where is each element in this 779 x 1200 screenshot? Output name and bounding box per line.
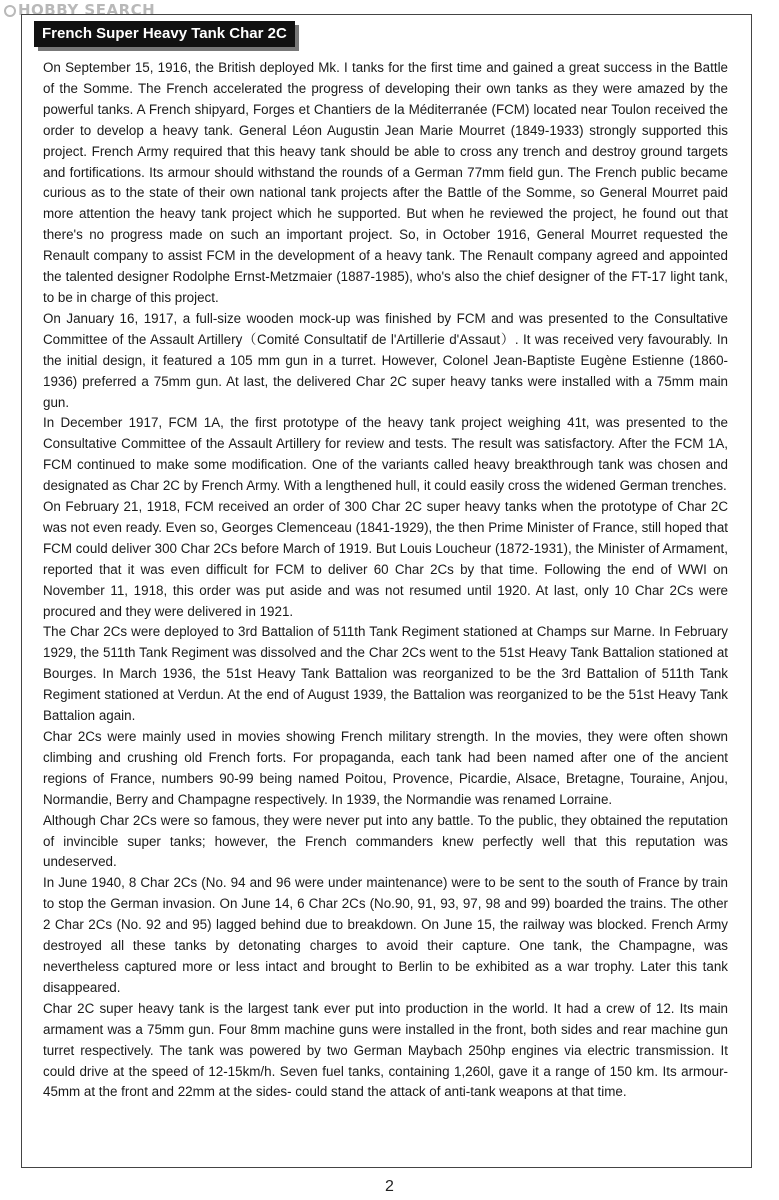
- watermark-logo-icon: [4, 5, 16, 17]
- paragraph: In December 1917, FCM 1A, the first prototype of the heavy tank project weighing 41t, was presented to the Consultative Committee of the Assault Artillery for review and tests. The result was satisfactory. After the FCM 1A, FCM continued to make some modification. One of the variants called heavy breakthrough tank was chosen and designated as Char 2C by French Army. With a lengthened hull, it could easily cross the widened German trenches.: [43, 415, 728, 494]
- paragraph: Char 2C super heavy tank is the largest tank ever put into production in the world. It had a crew of 12. Its main armament was a 75mm gun. Four 8mm machine guns were installed in the front, both sides and rear machine gun turret respectively. The tank was powered by two German Maybach 250hp engines via electric transmission. It could drive at the speed of 12-15km/h. Seven fuel tanks, containing 1,260l, gave it a range of 150 km. Its armour- 45mm at the front and 22mm at the sides- could stand the attack of anti-tank weapons at that time.: [43, 1000, 728, 1100]
- paragraph: On February 21, 1918, FCM received an order of 300 Char 2C super heavy tanks when the prototype of Char 2C was not even ready. Even so, Georges Clemenceau (1841-1929), the then Prime Minister of France, still hoped that FCM could deliver 300 Char 2Cs before March of 1919. But Louis Loucheur (1872-1931), the Minister of Armament, reported that it was even difficult for FCM to deliver 60 Char 2Cs by that time. Following the end of WWI on November 11, 1918, this order was put aside and was not resumed until 1920. At last, only 10 Char 2Cs were procured and they were delivered in 1921.: [43, 499, 728, 619]
- watermark-text: HOBBY SEARCH: [18, 1, 156, 19]
- page-number: 2: [385, 1178, 394, 1195]
- paragraph: In June 1940, 8 Char 2Cs (No. 94 and 96 were under maintenance) were to be sent to the south of France by train to stop the German invasion. On June 14, 6 Char 2Cs (No.90, 91, 93, 97, 98 and 99) boarded the trains. The other 2 Char 2Cs (No. 92 and 95) lagged behind due to breakdown. On June 15, the railway was blocked. French Army destroyed all these tanks by detonating charges to avoid their capture. One tank, the Champagne, was nevertheless captured more or less intact and brought to Berlin to be exhibited as a war trophy. Later this tank disappeared.: [43, 875, 728, 995]
- paragraph: Although Char 2Cs were so famous, they were never put into any battle. To the public, they obtained the reputation of invincible super tanks; however, the French commanders knew perfectly well that this reputation was undeserved.: [43, 812, 728, 870]
- paragraph: The Char 2Cs were deployed to 3rd Battalion of 511th Tank Regiment stationed at Champs sur Marne. In February 1929, the 511th Tank Regiment was dissolved and the Char 2Cs went to the 51st Heavy Tank Battalion stationed at Bourges. In March 1936, the 51st Heavy Tank Battalion was reorganized to be the 3rd Battalion of 511th Tank Regiment stationed at Verdun. At the end of August 1939, the Battalion was reorganized to be the 51st Heavy Tank Battalion again.: [43, 624, 728, 724]
- article-body: [43, 58, 728, 1103]
- paragraph: On September 15, 1916, the British deployed Mk. I tanks for the first time and gained a great success in the Battle of the Somme. The French accelerated the progress of developing their own tanks as they were amazed by the powerful tanks. A French shipyard, Forges et Chantiers de la Méditerranée (FCM) located near Toulon received the order to develop a heavy tank. General Léon Augustin Jean Marie Mourret (1849-1933) strongly supported this project. French Army required that this heavy tank should be able to cross any trench and destroy ground targets and fortifications. Its armour should withstand the rounds of a German 77mm field gun. The French public became curious as to the state of their own national tank projects after the Battle of the Somme, so General Mourret paid more attention the heavy tank project which he supported. But when he reviewed the project, he found out that there's no progress made on such an important project. So, in October 1916, General Mourret requested the Renault company to assist FCM in the development of a heavy tank. The Renault company agreed and appointed the talented designer Rodolphe Ernst-Metzmaier (1887-1985), who's also the chief designer of the FT-17 light tank, to be in charge of this project.: [43, 60, 728, 305]
- paragraph: On January 16, 1917, a full-size wooden mock-up was finished by FCM and was presented to the Consultative Committee of the Assault Artillery（Comité Consultatif de l'Artillerie d'Assaut）. It was received very favourably. In the initial design, it featured a 105 mm gun in a turret. However, Colonel Jean-Baptiste Eugène Estienne (1860-1936) preferred a 75mm gun. At last, the delivered Char 2C super heavy tanks were installed with a 75mm main gun.: [43, 310, 728, 410]
- paragraph: Char 2Cs were mainly used in movies showing French military strength. In the movies, they were often shown climbing and crushing old French forts. For propaganda, each tank had been named after one of the ancient regions of France, numbers 90-99 being named Poitou, Provence, Picardie, Alsace, Bretagne, Touraine, Anjou, Normandie, Berry and Champagne respectively. In 1939, the Normandie was renamed Lorraine.: [43, 729, 728, 807]
- page-title: French Super Heavy Tank Char 2C: [34, 21, 295, 47]
